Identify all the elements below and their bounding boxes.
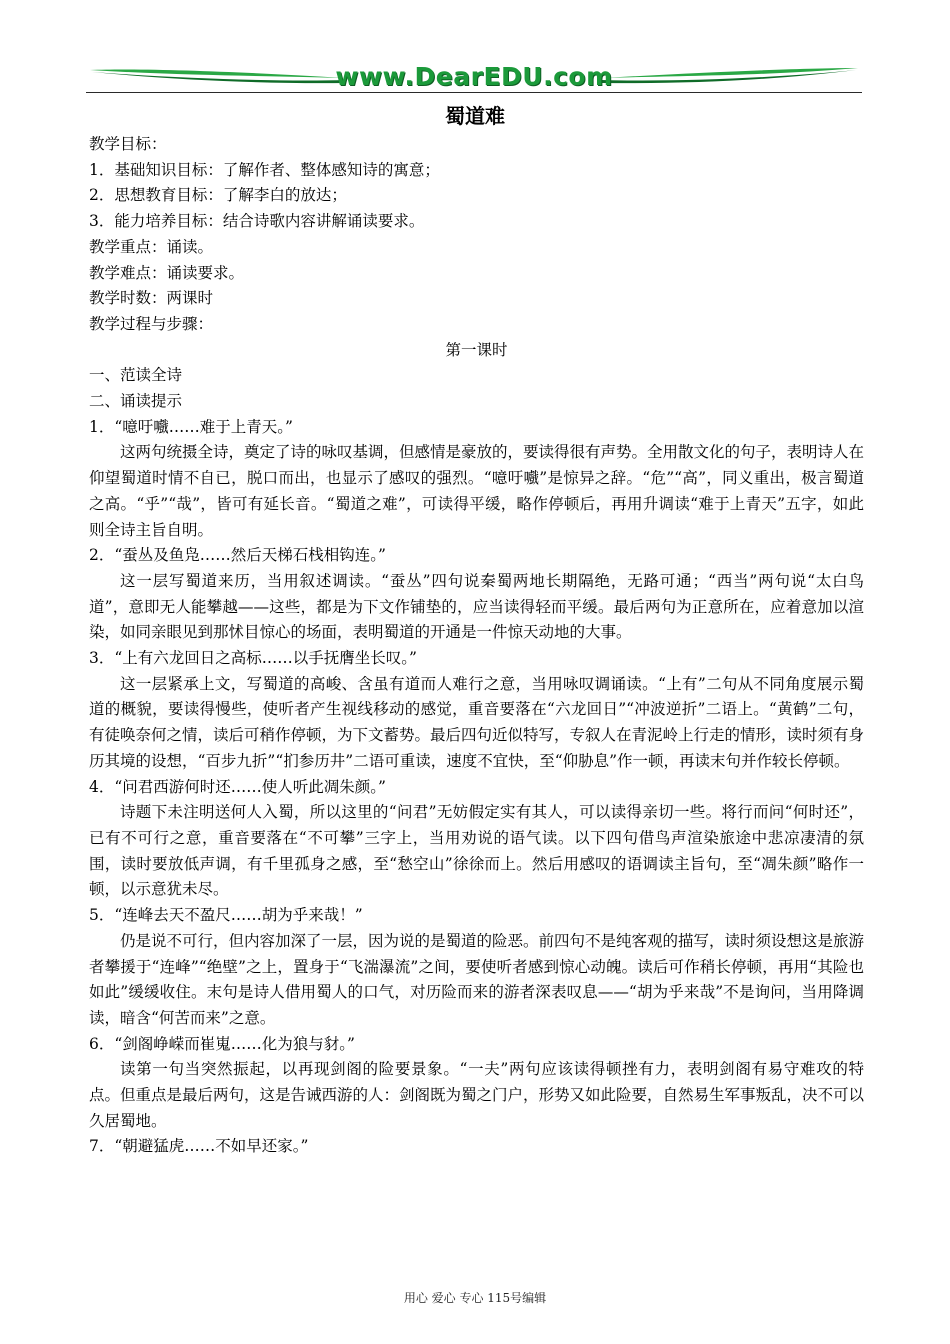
site-header xyxy=(86,56,862,96)
section-paragraph: 这两句统摄全诗，奠定了诗的咏叹基调，但感情是豪放的，要读得很有声势。全用散文化的句子，表明诗人在仰望蜀道时情不自已，脱口而出，也显示了感叹的强烈。“噫吁嚱”是惊异之辞。“危”“高”，同义重出，极言蜀道之高。“乎”“哉”，皆可有延长音。“蜀道之难”，可读得平缓，略作停顿后，再用升调读“难于上青天”五字，如此则全诗主旨自明。 xyxy=(89,443,865,539)
document-title: 蜀道难 xyxy=(445,104,505,128)
intro-line: 教学过程与步骤： xyxy=(89,314,214,333)
section-paragraph: 仍是说不可行，但内容加深了一层，因为说的是蜀道的险恶。前四句不是纯客观的描写，读时须设想这是旅游者攀援于“连峰”“绝壁”之上，置身于“飞湍瀑流”之间，要使听者感到惊心动魄。读后可作稍长停顿，再用“其险也如此”缓缓收住。末句是诗人借用蜀人的口气，对历险而来的游者深表叹息——“胡为乎来哉”不是询问，当用降调读，暗含“何苦而来”之意。 xyxy=(89,931,865,1027)
intro-line: 3．能力培养目标：结合诗歌内容讲解诵读要求。 xyxy=(89,212,425,231)
intro-line: 教学难点：诵读要求。 xyxy=(89,263,245,282)
section-quote: 5．“连峰去天不盈尺……胡为乎来哉！” xyxy=(89,906,363,925)
site-name: www.DearEDU.com xyxy=(335,62,613,91)
intro-line: 2．思想教育目标：了解李白的放达； xyxy=(89,186,347,205)
section-paragraph: 读第一句当突然振起，以再现剑阁的险要景象。“一夫”两句应该读得顿挫有力，表明剑阁有易守难攻的特点。但重点是最后两句，这是告诫西游的人：剑阁既为蜀之门户，形势又如此险要，自然易生军事叛乱，决不可以久居蜀地。 xyxy=(89,1060,865,1130)
header-rule xyxy=(86,92,862,93)
page-footer: 用心 爱心 专心 115号编辑 xyxy=(403,1291,547,1305)
lesson-heading: 第一课时 xyxy=(445,340,508,359)
step-line: 一、范读全诗 xyxy=(89,366,183,385)
section-paragraph: 诗题下未注明送何人入蜀，所以这里的“问君”无妨假定实有其人，可以读得亲切一些。将行而问“何时还”，已有不可行之意，重音要落在“不可攀”三字上，当用劝说的语气读。以下四句借鸟声渲染旅途中悲凉凄清的氛围，读时要放低声调，有千里孤身之感，至“愁空山”徐徐而上。然后用感叹的语调读主旨句，至“凋朱颜”略作一顿，以示意犹未尽。 xyxy=(89,803,864,899)
intro-line: 教学目标： xyxy=(89,135,167,153)
step-line: 二、诵读提示 xyxy=(89,392,183,411)
intro-line: 1．基础知识目标：了解作者、整体感知诗的寓意； xyxy=(89,160,440,179)
section-quote: 4．“问君西游何时还……使人听此凋朱颜。” xyxy=(89,777,386,796)
section-quote: 2．“蚕丛及鱼凫……然后天梯石栈相钩连。” xyxy=(89,546,386,565)
section-quote: 1．“噫吁嚱……难于上青天。” xyxy=(89,417,293,436)
section-quote: 3．“上有六龙回日之高标……以手抚膺坐长叹。” xyxy=(89,649,417,668)
section-paragraph: 这一层紧承上文，写蜀道的高峻、含虽有道而人难行之意，当用咏叹调诵读。“上有”二句从不同角度展示蜀道的概貌，要读得慢些，使听者产生视线移动的感觉，重音要落在“六龙回日”“冲波逆折”二语上。“黄鹤”二句，有徒唤奈何之情，读后可稍作停顿，为下文蓄势。最后四句近似特写，专叙人在青泥岭上行走的情形，读时须有身历其境的设想，“百步九折”“扪参历井”二语可重读，速度不宜快，至“仰胁息”作一顿，再读末句并作较长停顿。 xyxy=(89,674,865,770)
section-paragraph: 这一层写蜀道来历，当用叙述调读。“蚕丛”四句说秦蜀两地长期隔绝，无路可通；“西当”两句说“太白鸟道”，意即无人能攀越——这些，都是为下文作铺垫的，应当读得轻而平缓。最后两句为正意所在，应着意加以渲染，如同亲眼见到那怵目惊心的场面，表明蜀道的开通是一件惊天动地的大事。 xyxy=(89,571,864,642)
intro-line: 教学重点：诵读。 xyxy=(89,237,214,256)
section-quote: 7．“朝避猛虎……不如早还家。” xyxy=(89,1137,309,1156)
intro-line: 教学时数：两课时 xyxy=(89,289,214,308)
document-body xyxy=(89,132,864,1160)
section-quote: 6．“剑阁峥嵘而崔嵬……化为狼与豺。” xyxy=(89,1034,355,1053)
